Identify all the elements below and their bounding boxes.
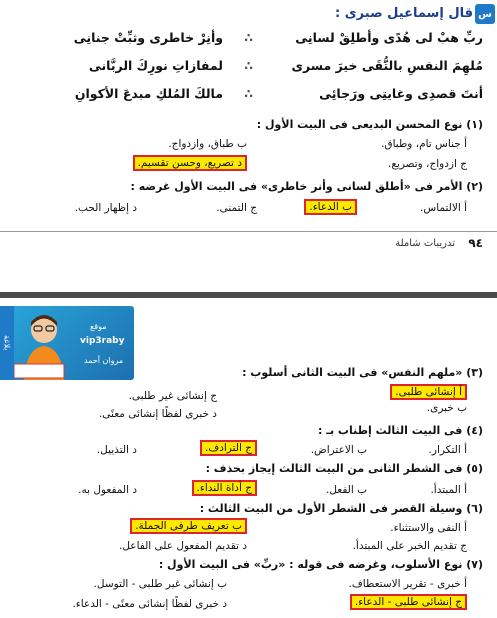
question-6: (٦) وسيلة القصر فى الشطر الأول من البيت الثالث :	[199, 502, 483, 515]
option-7a[interactable]: أ خبرى - تقرير الاستعطاف.	[348, 578, 467, 590]
option-4d[interactable]: د التذييل.	[96, 444, 137, 456]
option-5d[interactable]: د المفعول به.	[78, 484, 137, 496]
question-3: (٣) «ملهم النفس» فى البيت الثانى أسلوب :	[242, 366, 483, 379]
poem-hemistich: أنتَ قصدِى وغايتِى ورَجائِى	[319, 86, 483, 101]
poem-hemistich: مُلهِمَ النفسِ بالتُّقَى خيرَ مسرى	[291, 58, 483, 73]
poem-hemistich: لمفازاتِ نورِكَ الربَّانى	[88, 58, 223, 73]
option-7d[interactable]: د خبرى لفظًا إنشائى معنًى - الدعاء.	[72, 598, 227, 610]
option-6b-answer[interactable]: ب تعريف طرفى الجملة.	[130, 518, 247, 534]
option-6d[interactable]: د تقديم المفعول على الفاعل.	[119, 540, 247, 552]
option-3d[interactable]: د خبرى لفظًا إنشائى معنًى.	[98, 408, 217, 420]
page-title: قال إسماعيل صبرى :	[335, 6, 473, 21]
poem-separator: ∴	[244, 30, 253, 45]
poem-hemistich: مالكَ المُلكِ مبدعَ الأكوانِ	[74, 86, 223, 101]
banner-side-tab: بلاغة	[0, 306, 14, 380]
option-4b[interactable]: ب الاعتراض.	[310, 444, 367, 456]
poem-line-1	[13, 30, 483, 50]
poem-line-3	[13, 86, 483, 106]
option-1c[interactable]: ج ازدواج، وتصريع.	[387, 158, 467, 170]
option-6c[interactable]: ج تقديم الخبر على المبتدأ.	[352, 540, 467, 552]
option-7c-answer[interactable]: ج إنشائى طلبى - الدعاء.	[350, 594, 467, 610]
option-1a[interactable]: أ جناس تام، وطباق.	[381, 138, 467, 150]
page-number: ٩٤	[468, 236, 483, 250]
question-5: (٥) فى الشطر الثانى من البيت الثالث إيجاز بحذف :	[205, 462, 483, 475]
option-4a[interactable]: أ التكرار.	[428, 444, 467, 456]
poem-hemistich: ربِّ هبْ لى هُدًى وأطلِقْ لسانِى	[295, 30, 483, 45]
page-label: تدريبات شاملة	[395, 238, 455, 249]
option-5c-answer[interactable]: ج أداة النداء.	[192, 480, 257, 496]
option-5a[interactable]: أ المبتدأ.	[430, 484, 467, 496]
site-name: vip3raby	[80, 336, 125, 346]
poem-separator: ∴	[244, 86, 253, 101]
option-4c-answer[interactable]: ج الترادف.	[200, 440, 257, 456]
option-3a-answer[interactable]: أ إنشائى طلبى.	[390, 384, 467, 400]
option-2c[interactable]: ج التمنى.	[216, 202, 257, 214]
poem-hemistich: وأنِرْ خاطرى وثبِّتْ جنانِى	[73, 30, 223, 45]
question-4: (٤) فى البيت الثالث إطناب بـ :	[317, 424, 483, 437]
option-2b-answer[interactable]: ب الدعاء.	[304, 199, 357, 215]
question-2: (٢) الأمر فى «أطلق لسانى وأنر خاطرى» فى البيت الأول غرضه :	[130, 180, 483, 193]
question-7: (٧) نوع الأسلوب، وغرضه فى قوله : «ربِّ» فى البيت الأول :	[158, 558, 483, 571]
option-7b[interactable]: ب إنشائى غير طلبى - التوسل.	[93, 578, 227, 590]
option-1d-answer[interactable]: د تصريع، وحسن تقسيم.	[133, 155, 247, 171]
student-illustration-icon	[4, 306, 74, 380]
option-5b[interactable]: ب الفعل.	[325, 484, 367, 496]
poem-line-2	[13, 58, 483, 78]
option-2a[interactable]: أ الالتماس.	[420, 202, 467, 214]
footer-divider	[0, 231, 497, 232]
site-line1: موقع	[90, 322, 107, 331]
option-2d[interactable]: د إظهار الحب.	[74, 202, 137, 214]
option-3c[interactable]: ج إنشائى غير طلبى.	[128, 390, 217, 402]
question-1: (١) نوع المحسن البديعى فى البيت الأول :	[256, 118, 483, 131]
option-3b[interactable]: ب خبرى.	[426, 402, 467, 414]
option-6a[interactable]: أ النفى والاستثناء.	[390, 522, 467, 534]
section-tag: س	[475, 4, 495, 24]
option-1b[interactable]: ب طباق، وازدواج.	[168, 138, 247, 150]
page-separator	[0, 292, 497, 298]
poem-separator: ∴	[244, 58, 253, 73]
site-author: مروان أحمد	[84, 356, 124, 365]
